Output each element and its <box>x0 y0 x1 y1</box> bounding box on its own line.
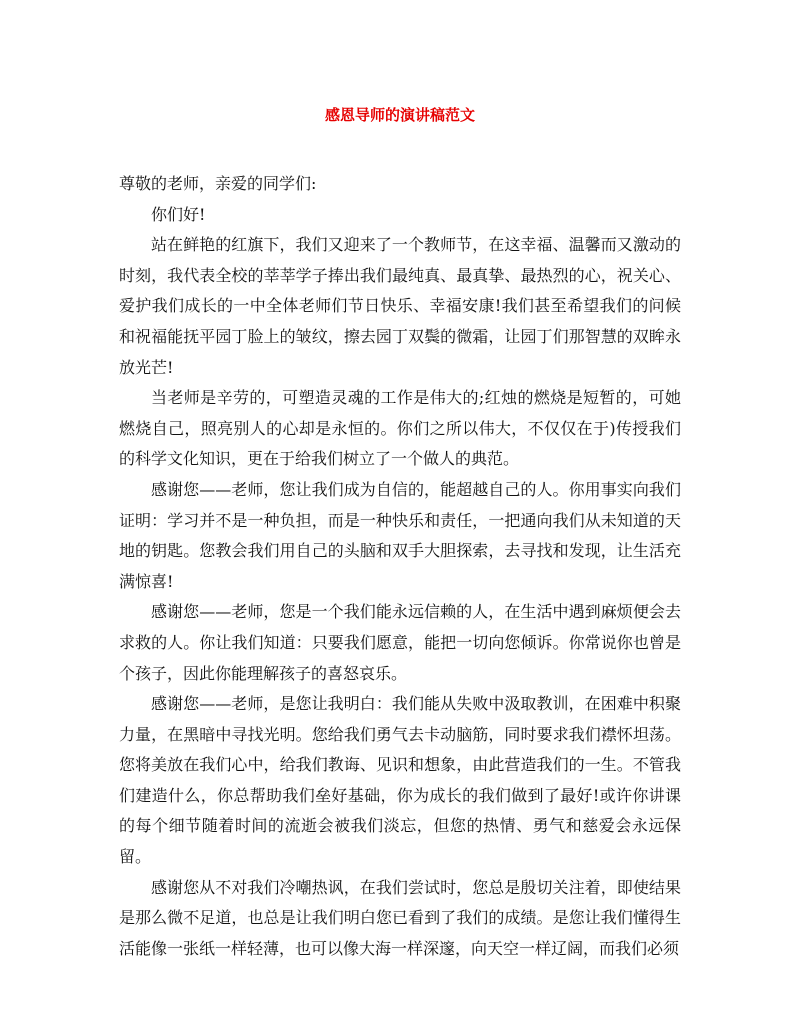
document-body <box>119 169 681 964</box>
paragraph-thanks-trust: 感谢您——老师，您是一个我们能永远信赖的人，在生活中遇到麻烦便会去求救的人。你让我们知道：只要我们愿意，能把一切向您倾诉。你常说你也曾是个孩子，因此你能理解孩子的喜怒哀乐。 <box>119 602 681 683</box>
paragraph-great-work: 当老师是辛劳的，可塑造灵魂的工作是伟大的;红烛的燃烧是短暂的，可她燃烧自己，照亮别人的心却是永恒的。你们之所以伟大，不仅仅在于)传授我们的科学文化知识，更在于给我们树立了一个做人的典范。 <box>119 388 681 469</box>
paragraph-thanks-lessons: 感谢您——老师，是您让我明白：我们能从失败中汲取教训，在困难中积聚力量，在黑暗中寻找光明。您给我们勇气去卡动脑筋，同时要求我们襟怀坦荡。您将美放在我们心中，给我们教诲、见识和想象，由此营造我们的一生。不管我们建造什么，你总帮助我们垒好基础，你为成长的我们做到了最好!或许你讲课的每个细节随着时间的流逝会被我们淡忘，但您的热情、勇气和慈爱会永远保留。 <box>119 694 681 867</box>
paragraph-thanks-confidence: 感谢您——老师，您让我们成为自信的，能超越自己的人。你用事实向我们证明：学习并不是一种负担，而是一种快乐和责任，一把通向我们从未知道的天地的钥匙。您教会我们用自己的头脑和双手大胆探索，去寻找和发现，让生活充满惊喜! <box>119 479 681 591</box>
paragraph-thanks-encouragement: 感谢您从不对我们冷嘲热讽，在我们尝试时，您总是殷切关注着，即使结果是那么微不足道，也总是让我们明白您已看到了我们的成绩。是您让我们懂得生活能像一张纸一样轻薄，也可以像大海一样深邃，向天空一样辽阔，而我们必须 <box>119 877 681 958</box>
paragraph-greeting: 你们好! <box>151 204 206 224</box>
document-title: 感恩导师的演讲稿范文 <box>324 106 475 124</box>
paragraph-teachers-day: 站在鲜艳的红旗下，我们又迎来了一个教师节，在这幸福、温馨而又激动的时刻，我代表全校的莘莘学子捧出我们最纯真、最真挚、最热烈的心，祝关心、爱护我们成长的一中全体老师们节日快乐、幸福安康!我们甚至希望我们的问候和祝福能抚平园丁脸上的皱纹，擦去园丁双鬓的微霜，让园丁们那智慧的双眸永放光芒! <box>119 235 681 377</box>
salutation: 尊敬的老师，亲爱的同学们: <box>119 174 317 193</box>
